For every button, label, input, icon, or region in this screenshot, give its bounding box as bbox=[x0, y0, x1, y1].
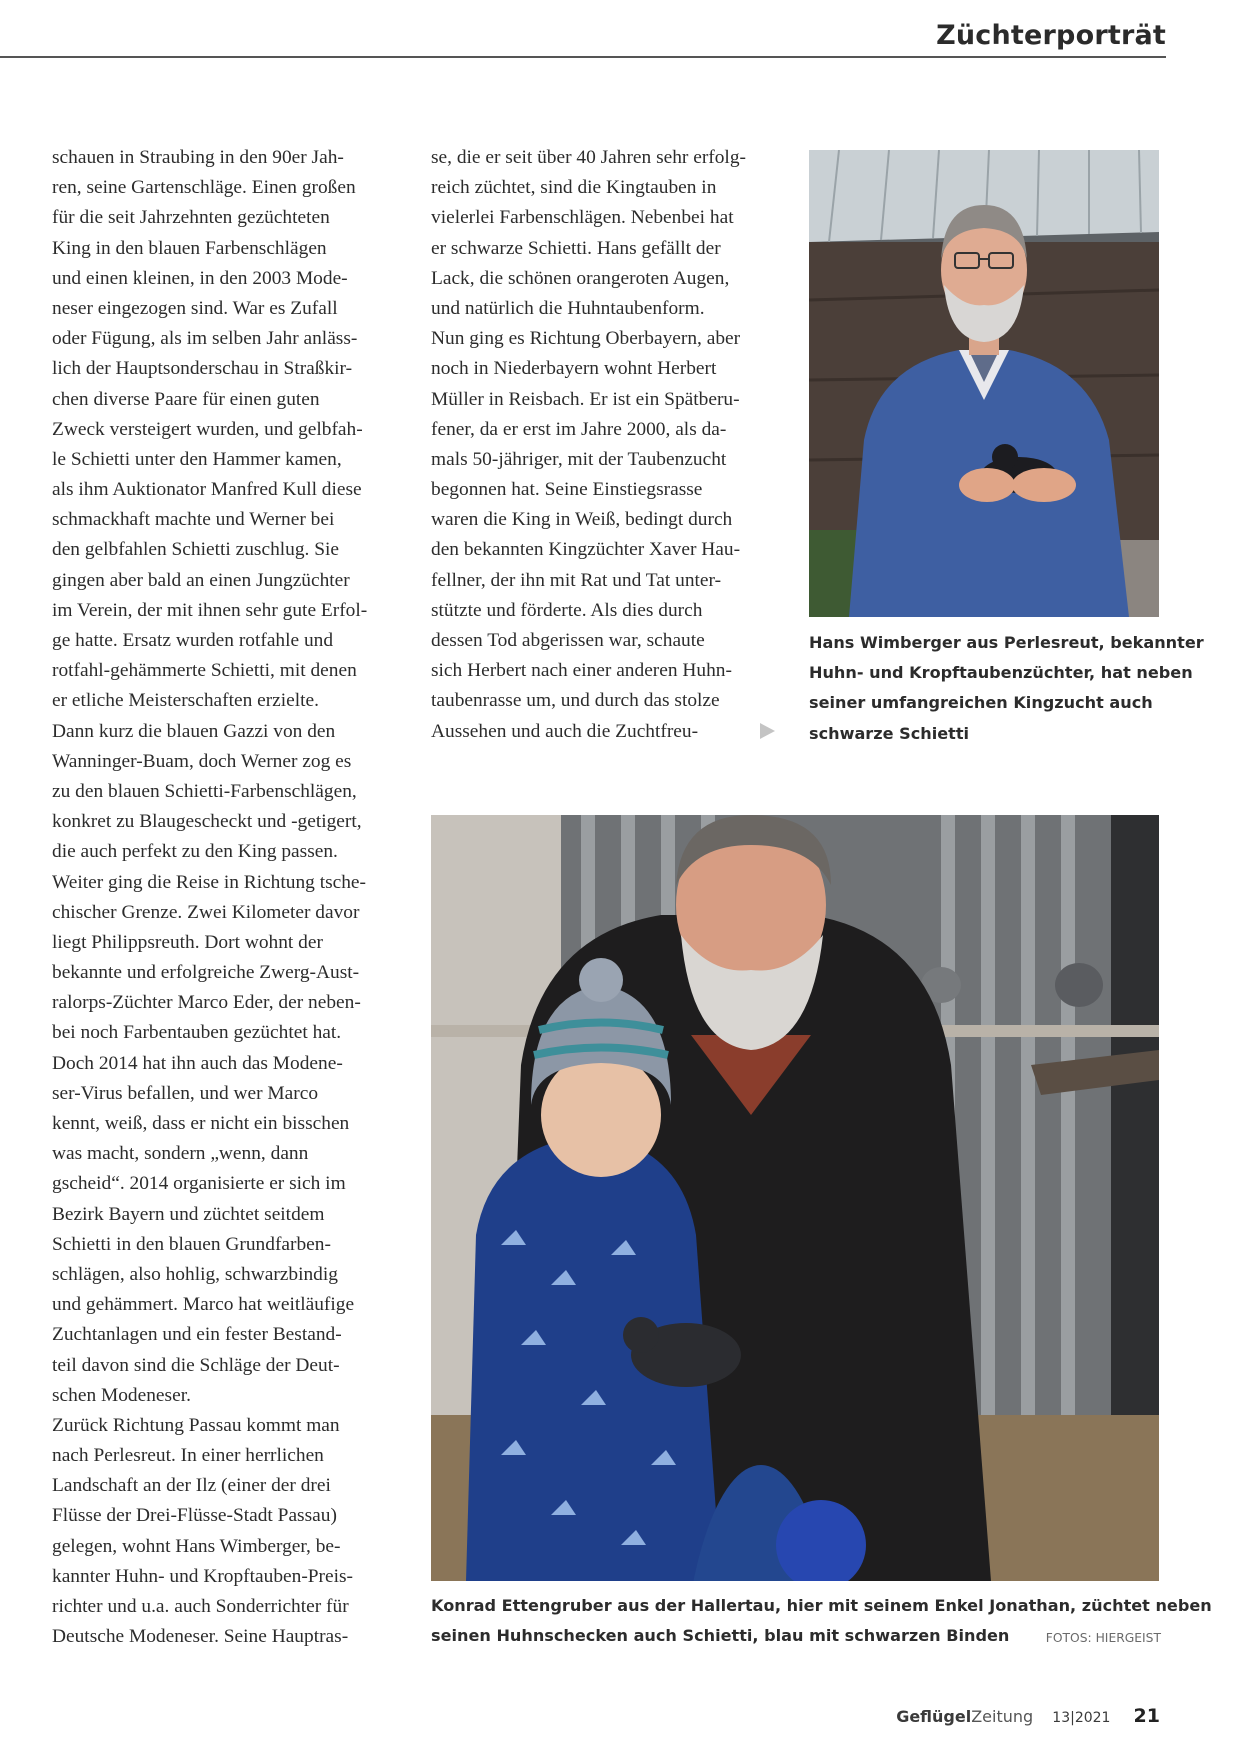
article-line: richter und u.a. auch Sonderrichter für bbox=[52, 1596, 349, 1617]
article-line: Deutsche Modeneser. Seine Hauptras- bbox=[52, 1626, 349, 1648]
article-line: er schwarze Schietti. Hans gefällt der bbox=[431, 237, 721, 259]
article-line: ralorps-Züchter Marco Eder, der neben- bbox=[52, 992, 361, 1014]
article-line: chen diverse Paare für einen guten bbox=[52, 388, 320, 410]
caption-line: seiner umfangreichen Kingzucht auch bbox=[809, 693, 1153, 713]
article-line: als ihm Auktionator Manfred Kull diese bbox=[52, 479, 362, 501]
article-line: gingen aber bald an einen Jungzüchter bbox=[52, 569, 350, 591]
article-line: fellner, der ihn mit Rat und Tat unter- bbox=[431, 569, 722, 591]
article-line: Lack, die schönen orangeroten Augen, bbox=[431, 267, 730, 289]
photo-illustration bbox=[431, 815, 1159, 1581]
article-line: ren, seine Gartenschläge. Einen großen bbox=[52, 177, 356, 199]
issue-number: 13|2021 bbox=[1052, 1710, 1111, 1726]
article-line: Weiter ging die Reise in Richtung tsche- bbox=[52, 871, 366, 893]
article-line: und natürlich die Huhntaubenform. bbox=[431, 297, 705, 319]
magazine-brand-bold: Geflügel bbox=[896, 1707, 972, 1726]
caption-line: schwarze Schietti bbox=[809, 723, 970, 743]
article-line: taubenrasse um, und durch das stolze bbox=[431, 690, 720, 712]
article-line: nach Perlesreut. In einer herrlichen bbox=[52, 1445, 324, 1467]
page-footer bbox=[896, 1705, 1160, 1727]
article-line: Schietti in den blauen Grundfarben- bbox=[52, 1233, 331, 1255]
article-line: Landschaft an der Ilz (einer der drei bbox=[52, 1475, 331, 1497]
right-triangle-icon bbox=[760, 723, 775, 739]
article-line: bekannte und erfolgreiche Zwerg-Aust- bbox=[52, 962, 360, 984]
article-line: Aussehen und auch die Zuchtfreu- bbox=[431, 720, 699, 742]
article-line: lich der Hauptsonderschau in Straßkir- bbox=[52, 358, 353, 380]
article-line: ge hatte. Ersatz wurden rotfahle und bbox=[52, 630, 334, 651]
article-line: zu den blauen Schietti-Farbenschlägen, bbox=[52, 780, 357, 802]
article-line: rotfahl-gehämmerte Schietti, mit denen bbox=[52, 660, 357, 682]
photo-credit: FOTOS: HIERGEIST bbox=[1045, 1631, 1161, 1645]
article-line: den gelbfahlen Schietti zuschlug. Sie bbox=[52, 539, 340, 561]
article-line: stützte und förderte. Als dies durch bbox=[431, 599, 703, 621]
article-line: Nun ging es Richtung Oberbayern, aber bbox=[431, 328, 741, 350]
article-line: le Schietti unter den Hammer kamen, bbox=[52, 448, 342, 470]
article-line: konkret zu Blaugescheckt und -getigert, bbox=[52, 811, 362, 833]
article-line: für die seit Jahrzehnten gezüchteten bbox=[52, 207, 330, 229]
caption-line: Huhn- und Kropftaubenzüchter, hat neben bbox=[809, 663, 1193, 683]
section-title: Züchterporträt bbox=[936, 20, 1166, 51]
article-line: und gehämmert. Marco hat weitläufige bbox=[52, 1294, 355, 1316]
article-line: bei noch Farbentauben gezüchtet hat. bbox=[52, 1022, 342, 1044]
photo-hans-wimberger bbox=[809, 150, 1159, 617]
article-line: fener, da er erst im Jahre 2000, als da- bbox=[431, 418, 727, 440]
article-line: se, die er seit über 40 Jahren sehr erfolg- bbox=[431, 147, 746, 168]
photo1-caption bbox=[809, 628, 1204, 749]
caption-line: seinen Huhnschecken auch Schietti, blau mit schwarzen Binden bbox=[431, 1626, 1010, 1646]
photo-konrad-ettengruber bbox=[431, 815, 1159, 1581]
article-line: und einen kleinen, in den 2003 Mode- bbox=[52, 267, 348, 289]
article-line: mals 50-jähriger, mit der Taubenzucht bbox=[431, 448, 727, 470]
article-column-2 bbox=[431, 143, 783, 747]
article-line: Bezirk Bayern und züchtet seitdem bbox=[52, 1203, 325, 1225]
article-line: Zuchtanlagen und ein fester Bestand- bbox=[52, 1324, 342, 1346]
article-line: waren die King in Weiß, bedingt durch bbox=[431, 509, 733, 531]
article-line: King in den blauen Farbenschlägen bbox=[52, 237, 327, 259]
article-line: was macht, sondern „wenn, dann bbox=[52, 1143, 309, 1165]
article-line: er etliche Meisterschaften erzielte. bbox=[52, 690, 320, 712]
header-divider bbox=[0, 56, 1166, 58]
article-line: schlägen, also hohlig, schwarzbindig bbox=[52, 1263, 338, 1285]
article-line: kennt, weiß, dass er nicht ein bisschen bbox=[52, 1113, 350, 1134]
article-column-1 bbox=[52, 143, 404, 1652]
article-line: den bekannten Kingzüchter Xaver Hau- bbox=[431, 539, 741, 561]
article-line: kannter Huhn- und Kropftauben-Preis- bbox=[52, 1565, 354, 1587]
article-line: chischer Grenze. Zwei Kilometer davor bbox=[52, 901, 360, 923]
article-line: neser eingezogen sind. War es Zufall bbox=[52, 297, 338, 319]
article-line: noch in Niederbayern wohnt Herbert bbox=[431, 358, 717, 380]
article-line: schauen in Straubing in den 90er Jah- bbox=[52, 147, 344, 168]
article-line: Dann kurz die blauen Gazzi von den bbox=[52, 720, 336, 742]
article-line: Müller in Reisbach. Er ist ein Spätberu- bbox=[431, 388, 740, 410]
article-line: Zweck versteigert wurden, und gelbfah- bbox=[52, 418, 363, 440]
article-line: Doch 2014 hat ihn auch das Modene- bbox=[52, 1052, 343, 1074]
article-line: begonnen hat. Seine Einstiegsrasse bbox=[431, 479, 703, 501]
article-line: liegt Philippsreuth. Dort wohnt der bbox=[52, 931, 323, 953]
article-line: dessen Tod abgerissen war, schaute bbox=[431, 630, 705, 651]
article-line: Flüsse der Drei-Flüsse-Stadt Passau) bbox=[52, 1505, 337, 1527]
photo-illustration bbox=[809, 150, 1159, 617]
article-line: Zurück Richtung Passau kommt man bbox=[52, 1414, 340, 1436]
article-line: sich Herbert nach einer anderen Huhn- bbox=[431, 660, 732, 682]
article-line: im Verein, der mit ihnen sehr gute Erfol- bbox=[52, 599, 368, 621]
article-line: reich züchtet, sind die Kingtauben in bbox=[431, 177, 717, 199]
article-line: teil davon sind die Schläge der Deut- bbox=[52, 1354, 340, 1376]
article-line: schen Modeneser. bbox=[52, 1384, 191, 1406]
caption-line: Hans Wimberger aus Perlesreut, bekannter bbox=[809, 633, 1204, 652]
article-line: gelegen, wohnt Hans Wimberger, be- bbox=[52, 1535, 341, 1557]
article-line: schmackhaft machte und Werner bei bbox=[52, 509, 335, 531]
article-line: oder Fügung, als im selben Jahr anläss- bbox=[52, 328, 358, 350]
page-number: 21 bbox=[1133, 1705, 1160, 1727]
magazine-brand-light: Zeitung bbox=[971, 1707, 1034, 1726]
article-line: die auch perfekt zu den King passen. bbox=[52, 841, 338, 863]
caption-line: Konrad Ettengruber aus der Hallertau, hier mit seinem Enkel Jonathan, züchtet neben bbox=[431, 1596, 1212, 1615]
article-line: Wanninger-Buam, doch Werner zog es bbox=[52, 750, 352, 772]
article-line: ser-Virus befallen, und wer Marco bbox=[52, 1082, 319, 1104]
article-line: vielerlei Farbenschlägen. Nebenbei hat bbox=[431, 207, 734, 229]
article-line: gscheid“. 2014 organisierte er sich im bbox=[52, 1173, 346, 1195]
